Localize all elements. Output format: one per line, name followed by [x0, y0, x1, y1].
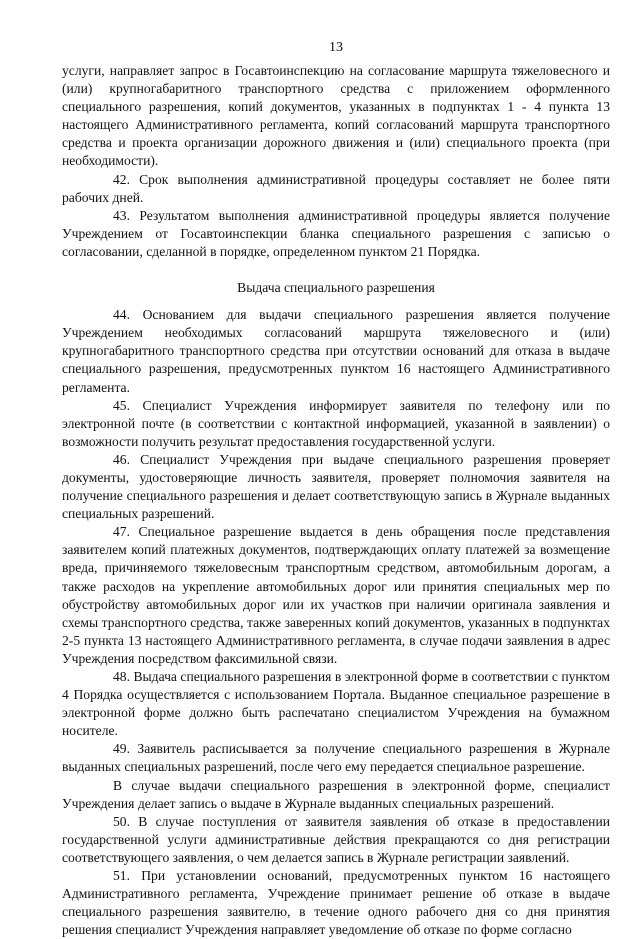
page-number: 13	[329, 40, 343, 55]
paragraph-46: 46. Специалист Учреждения при выдаче специального разрешения проверяет документы, удостоверяющие личность заявителя, проверяет полномочия заявителя на получение специального разрешения и делает соответствующую запись в Журнале выданных специальных разрешений.	[62, 451, 610, 522]
paragraph-44: 44. Основанием для выдачи специального разрешения является получение Учреждением необходимых согласований маршрута тяжеловесного и (или) крупногабаритного транспортного средства при отсутствии оснований для отказа в выдаче специального разрешения, предусмотренных пунктом 16 настоящего Административного регламента.	[62, 307, 610, 395]
paragraph-47: 47. Специальное разрешение выдается в день обращения после представления заявителем копий платежных документов, подтверждающих оплату платежей за возмещение вреда, причиняемого тяжеловесным транспортным средством, автомобильным дорогам, а также расходов на укрепление автомобильных дорог или принятия специальных мер по обустройству автомобильных дорог или их участков при наличии оригинала заявления и схемы транспортного средства, также заверенных копий документов, указанных в подпунктах 2-5 пункта 13 настоящего Административного регламента, в случае подачи заявления в адрес Учреждения посредством факсимильной связи.	[62, 524, 610, 666]
paragraph-51: 51. При установлении оснований, предусмотренных пунктом 16 настоящего Административного регламента, Учреждение принимает решение об отказе в выдаче специального разрешения заявителю, в течение одного рабочего дня со дня принятия решения специалист Учреждения направляет уведомление об отказе по форме согласно	[62, 868, 610, 938]
paragraph-45: 45. Специалист Учреждения информирует заявителя по телефону или по электронной почте (в соответствии с контактной информацией, указанной в заявлении) о возможности получить результат предоставления государственной услуги.	[62, 397, 610, 449]
paragraph-50: 50. В случае поступления от заявителя заявления об отказе в предоставлении государственной услуги административные действия прекращаются со дня регистрации соответствующего заявления, о чем делается запись в Журнале регистрации заявлений.	[62, 813, 610, 865]
paragraph-48: 48. Выдача специального разрешения в электронной форме в соответствии с пунктом 4 Порядка осуществляется с использованием Портала. Выданное специальное разрешение в электронной форме должно быть распечатано специалистом Учреждения на бумажном носителе.	[62, 669, 610, 739]
paragraph-49: 49. Заявитель расписывается за получение специального разрешения в Журнале выданных специальных разрешений, после чего ему передается специальное разрешение.	[62, 741, 610, 775]
section-heading: Выдача специального разрешения	[237, 280, 435, 296]
document-body	[62, 62, 610, 939]
paragraph-42: 42. Срок выполнения административной процедуры составляет не более пяти рабочих дней.	[62, 171, 610, 205]
paragraph-43: 43. Результатом выполнения административной процедуры является получение Учреждением от Госавтоинспекции бланка специального разрешения с записью о согласовании, сделанной в порядке, определенном пунктом 21 Порядка.	[62, 207, 610, 259]
section-spacer	[62, 261, 610, 270]
paragraph-49-note: В случае выдачи специального разрешения в электронной форме, специалист Учреждения делает запись о выдаче в Журнале выданных специальных разрешений.	[62, 777, 610, 811]
paragraph-continuation: услуги, направляет запрос в Госавтоинспекцию на согласование маршрута тяжеловесного и (или) крупногабаритного транспортного средства с приложением оформленного специального разрешения, копий документов, указанных в подпунктах 1 - 4 пункта 13 настоящего Административного регламента, копий согласований маршрута транспортного средства и проекта организации дорожного движения и (или) специального проекта (при необходимости).	[62, 63, 610, 169]
